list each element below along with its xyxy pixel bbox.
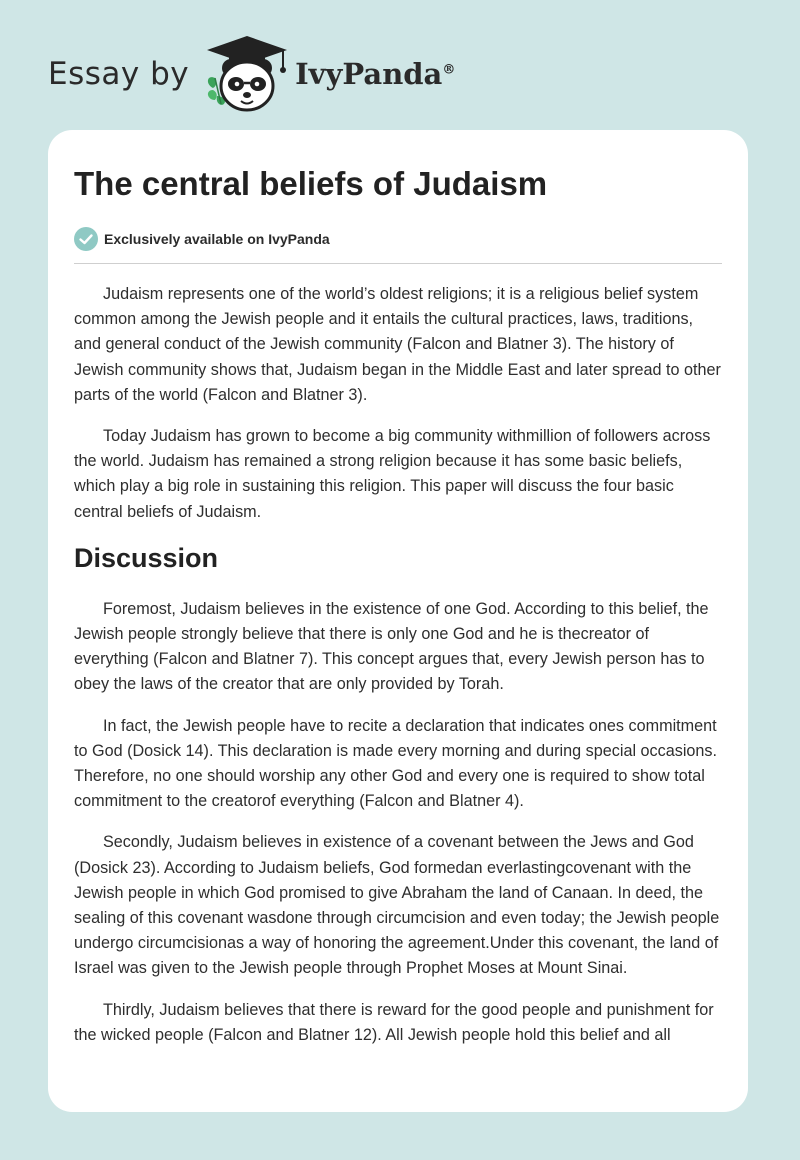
check-circle-icon	[74, 227, 98, 251]
paragraph: Secondly, Judaism believes in existence of a covenant between the Jews and God (Dosick 23). According to Judaism beliefs, God formedan everlastingcovenant with the Jewish people in which God promised to give Abraham the land of Canaan. In deed, the sealing of this covenant wasdone through circumcision and even today; the Jewish people undergo circumcisionas a way of honoring the agreement.Under this covenant, the land of Israel was given to the Jewish people through Prophet Moses at Mount Sinai.	[74, 833, 720, 978]
paragraph: In fact, the Jewish people have to recite a declaration that indicates ones commitment to God (Dosick 14). This declaration is made every morning and during special occasions. Therefore, no one should worship any other God and every one is required to show total commitment to the creatorof everything (Falcon and Blatner 4).	[74, 716, 718, 811]
exclusive-badge-text: Exclusively available on IvyPanda	[104, 231, 330, 247]
paragraph: Thirdly, Judaism believes that there is reward for the good people and punishment for the wicked people (Falcon and Blatner 12). All Jewish people hold this belief and all	[74, 1000, 714, 1044]
exclusive-badge	[74, 226, 722, 252]
section-heading-discussion: Discussion	[74, 542, 219, 573]
panda-logo-icon[interactable]	[201, 34, 293, 114]
brand-name[interactable]: IvyPanda®	[295, 57, 456, 91]
divider	[74, 263, 722, 264]
brand-header	[48, 34, 455, 114]
essay-title: The central beliefs of Judaism	[74, 165, 548, 202]
paragraph: Judaism represents one of the world’s oldest religions; it is a religious belief system common among the Jewish people and it entails the cultural practices, laws, traditions, and general conduct of the Jewish community (Falcon and Blatner 3). The history of Jewish community shows that, Judaism began in the Middle East and later spread to other parts of the world (Falcon and Blatner 3).	[74, 285, 721, 404]
brand-prefix: Essay by	[48, 56, 190, 92]
paragraph: Foremost, Judaism believes in the existence of one God. According to this belief, the Jewish people strongly believe that there is only one God and he is thecreator of everything (Falcon and Blatner 7). This concept argues that, every Jewish person has to obey the laws of the creator that are only provided by Torah.	[74, 599, 709, 694]
paragraph: Today Judaism has grown to become a big community withmillion of followers across the world. Judaism has remained a strong religion because it has some basic beliefs, which play a big role in sustaining this religion. This paper will discuss the four basic central beliefs of Judaism.	[74, 427, 711, 521]
essay-card	[48, 130, 748, 1112]
registered-mark: ®	[442, 62, 456, 78]
